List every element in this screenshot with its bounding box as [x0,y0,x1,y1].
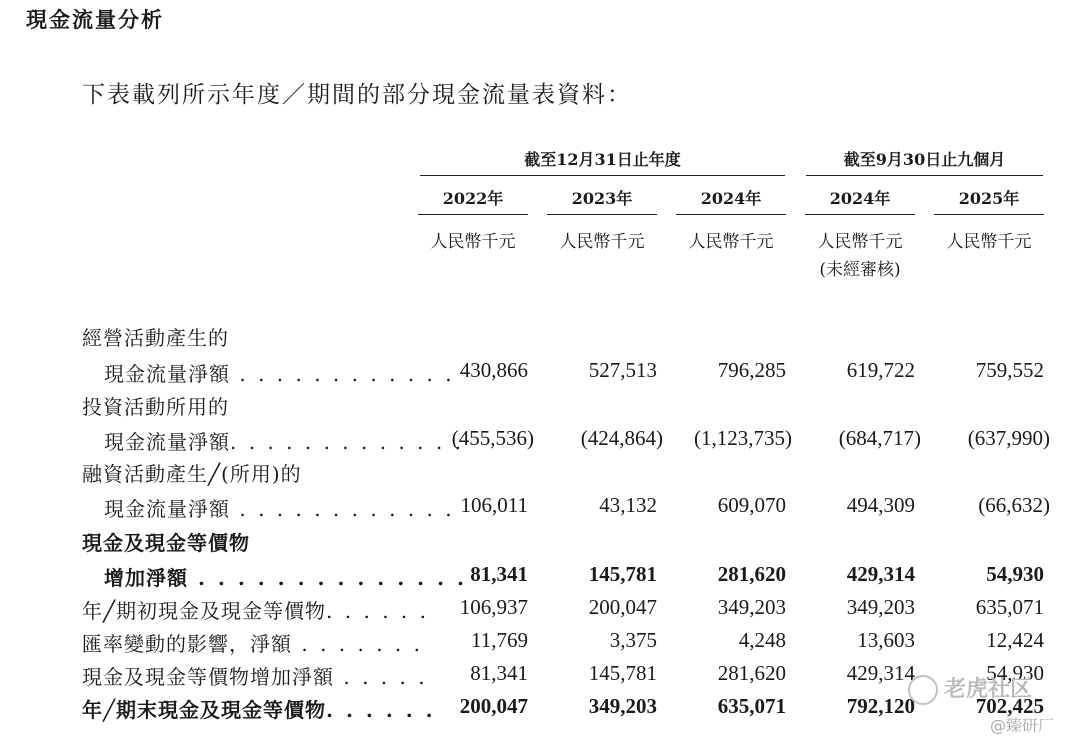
header-group-nine-months: 截至9月30日止九個月 [806,147,1043,176]
leader-dots: . . . . . . [326,698,436,722]
unit-text: 人民幣千元 [817,232,903,252]
header-group-fiscal-year: 截至12月31日止年度 [420,147,785,176]
table-cell: (424,864) [580,426,663,450]
table-cell: 106,937 [459,595,528,619]
section-title: 現金流量分析 [26,8,164,32]
table-cell: 494,309 [846,493,915,517]
row-label [82,661,428,690]
table-cell: 106,011 [460,493,528,517]
table-cell: 13,603 [857,628,915,652]
table-cell: 3,375 [609,628,657,652]
table-cell: 609,070 [717,493,786,517]
row-label-text: 年╱期初現金及現金等價物 [82,599,327,623]
row-label [82,595,429,624]
row-label-text: 現金流量淨額 [104,497,230,521]
leader-dots: . . . . . . . . . . . . [230,497,455,521]
table-cell: (66,632) [978,493,1050,517]
unit-label: 人民幣千元 [430,232,516,252]
watermark [908,672,1032,705]
table-cell: 619,722 [846,358,915,382]
table-cell: 792,120 [846,694,915,718]
row-label [82,628,423,657]
unit-label: 人民幣千元 [688,232,774,252]
leader-dots: . . . . . . [326,599,429,623]
row-label: 現金及現金等價物 [82,531,250,555]
table-cell: 12,424 [986,628,1044,652]
row-label-text: 現金及現金等價物增加淨額 [82,665,334,689]
table-cell: 635,071 [717,694,786,718]
leader-dots: . . . . . [334,665,428,689]
year-header-2024: 2024年 [676,186,786,215]
watermark-sub: @臻研厂 [990,716,1055,735]
intro-text: 下表載列所示年度／期間的部分現金流量表資料： [82,82,632,108]
table-cell: 54,930 [986,562,1044,586]
table-cell: 702,425 [975,694,1044,718]
table-cell: (1,123,735) [694,426,792,450]
table-cell: 11,769 [471,628,528,652]
watermark-text: 老虎社区 [944,677,1033,702]
table-cell: 4,248 [738,628,786,652]
unit-label [805,228,915,284]
row-label: 經營活動產生的 [82,326,229,350]
unit-label: 人民幣千元 [946,232,1032,252]
table-cell: 349,203 [588,694,657,718]
table-cell: (684,717) [838,426,921,450]
leader-dots: . . . . . . . [292,632,424,656]
table-cell: 81,341 [470,562,528,586]
year-header-2024-period: 2024年 [805,186,915,215]
year-header-2025-period: 2025年 [934,186,1044,215]
table-cell: (455,536) [451,426,534,450]
table-cell: 200,047 [459,694,528,718]
table-cell: 54,930 [986,661,1044,685]
tiger-icon [908,675,938,705]
row-label-text: 匯率變動的影響，淨額 [82,632,292,656]
table-cell: 145,781 [588,562,657,586]
table-cell: 430,866 [459,358,528,382]
leader-dots: . . . . . . . . . . . . . . [188,566,467,590]
row-label: 投資活動所用的 [82,395,229,419]
table-cell: 796,285 [717,358,786,382]
table-cell: 81,341 [470,661,528,685]
table-cell: (637,990) [967,426,1050,450]
table-cell: 527,513 [588,358,657,382]
leader-dots: . . . . . . . . . . . . [230,362,455,386]
table-cell: 759,552 [975,358,1044,382]
unit-label: 人民幣千元 [559,232,645,252]
row-label [82,694,436,723]
row-label-text: 現金流量淨額 [104,430,230,454]
row-label-text: 增加淨額 [104,566,188,590]
year-header-2022: 2022年 [418,186,528,215]
row-label-text: 現金流量淨額 [104,362,230,386]
row-label-text: 年╱期末現金及現金等價物 [82,698,327,722]
table-cell: 281,620 [717,562,786,586]
table-cell: 200,047 [588,595,657,619]
table-cell: 281,620 [717,661,786,685]
year-header-2023: 2023年 [547,186,657,215]
table-cell: 429,314 [846,661,915,685]
table-cell: 349,203 [717,595,786,619]
row-label: 融資活動產生╱(所用)的 [82,462,302,486]
table-cell: 349,203 [846,595,915,619]
table-cell: 635,071 [975,595,1044,619]
table-cell: 429,314 [846,562,915,586]
leader-dots: . . . . . . . . . . . . . [230,430,464,454]
table-cell: 43,132 [599,493,657,517]
unaudited-note: (未經審核) [819,260,901,280]
table-cell: 145,781 [588,661,657,685]
